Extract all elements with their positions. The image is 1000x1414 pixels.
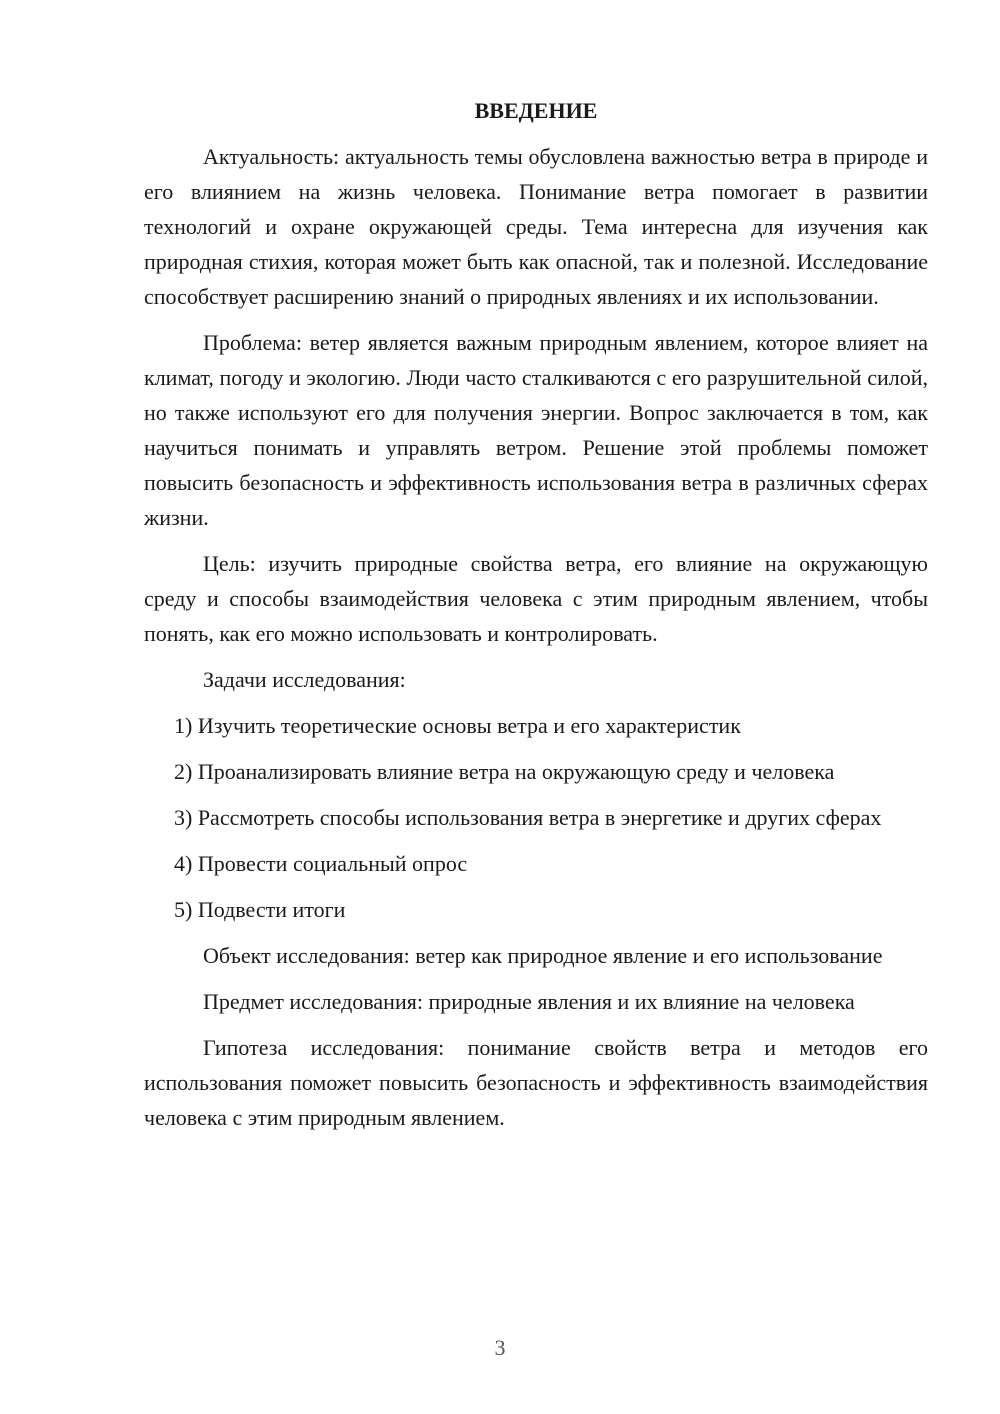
hypothesis-paragraph: Гипотеза исследования: понимание свойств ветра и методов его использования поможет повысить безопасность и эффективность взаимодействия человека с этим природным явлением.: [144, 1035, 928, 1130]
object-paragraph: Объект исследования: ветер как природное явление и его использование: [203, 943, 883, 968]
section-title: ВВЕДЕНИЕ: [474, 98, 598, 123]
tasks-heading: Задачи исследования:: [203, 667, 406, 692]
task-item-5: 5) Подвести итоги: [174, 897, 346, 922]
page-number: 3: [494, 1335, 506, 1360]
task-item-2: 2) Проанализировать влияние ветра на окружающую среду и человека: [174, 759, 835, 784]
relevance-paragraph: Актуальность: актуальность темы обусловлена важностью ветра в природе и его влиянием на жизнь человека. Понимание ветра помогает в развитии технологий и охране окружающей среды. Тема интересна для изучения как природная стихия, которая может быть как опасной, так и полезной. Исследование способствует расширению знаний о природных явлениях и их использовании.: [144, 144, 928, 309]
task-item-3: 3) Рассмотреть способы использования ветра в энергетике и других сферах: [174, 805, 882, 830]
problem-paragraph: Проблема: ветер является важным природным явлением, которое влияет на климат, погоду и экологию. Люди часто сталкиваются с его разрушительной силой, но также используют его для получения энергии. Вопрос заключается в том, как научиться понимать и управлять ветром. Решение этой проблемы поможет повысить безопасность и эффективность использования ветра в различных сферах жизни.: [144, 330, 928, 530]
task-item-4: 4) Провести социальный опрос: [174, 851, 468, 876]
goal-paragraph: Цель: изучить природные свойства ветра, его влияние на окружающую среду и способы взаимодействия человека с этим природным явлением, чтобы понять, как его можно использовать и контролировать.: [144, 551, 928, 646]
document-body: [144, 93, 928, 1146]
subject-paragraph: Предмет исследования: природные явления и их влияние на человека: [203, 989, 855, 1014]
task-item-1: 1) Изучить теоретические основы ветра и его характеристик: [174, 713, 741, 738]
